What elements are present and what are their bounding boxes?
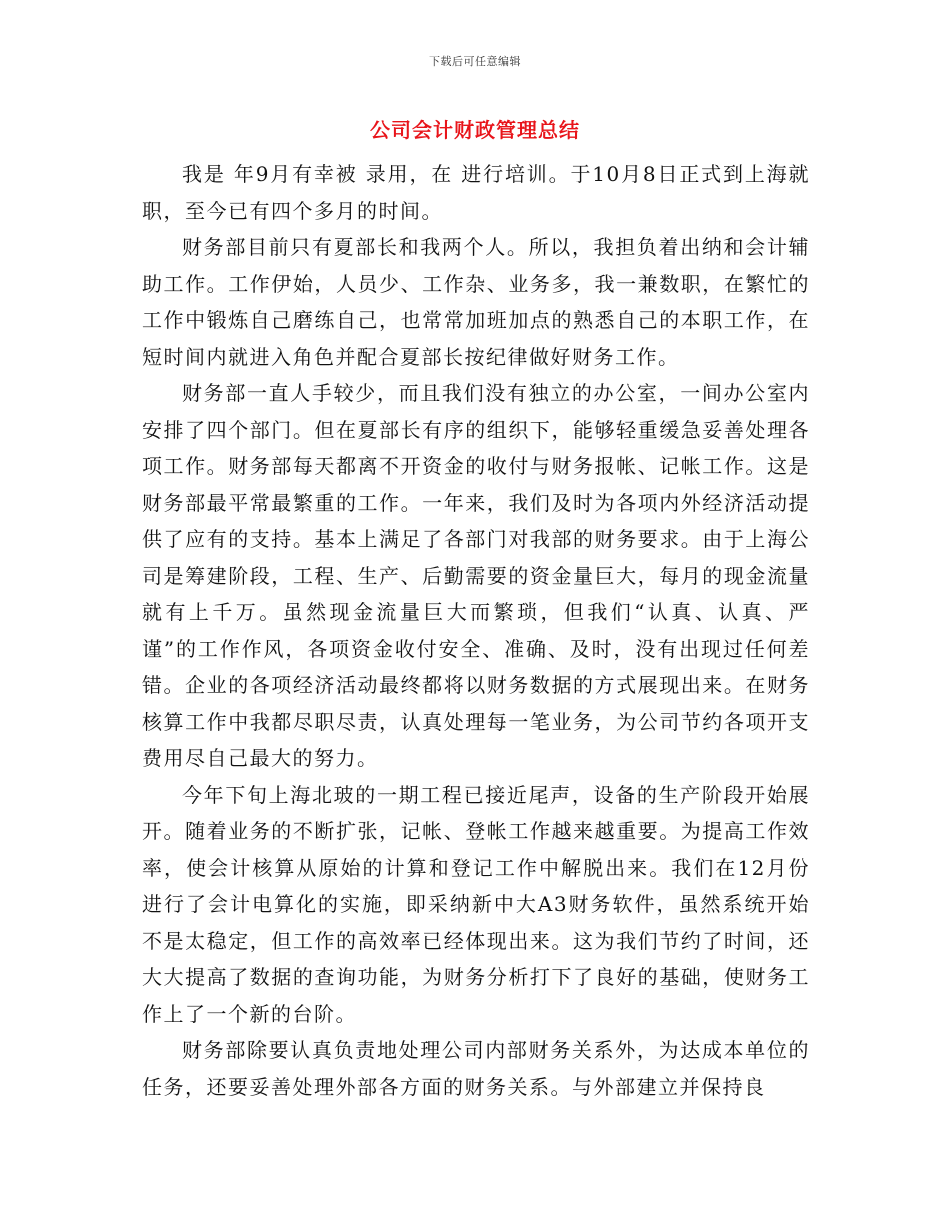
paragraph-2: 财务部目前只有夏部长和我两个人。所以，我担负着出纳和会计辅助工作。工作伊始，人员少、工作杂、业务多，我一兼数职，在繁忙的工作中锻炼自己磨练自己，也常常加班加点的熟悉自己的本职工作，在短时间内就进入角色并配合夏部长按纪律做好财务工作。 <box>142 235 810 369</box>
paragraph-3: 财务部一直人手较少，而且我们没有独立的办公室，一间办公室内安排了四个部门。但在夏部长有序的组织下，能够轻重缓急妥善处理各项工作。财务部每天都离不开资金的收付与财务报帐、记帐工作。这是财务部最平常最繁重的工作。一年来，我们及时为各项内外经济活动提供了应有的支持。基本上满足了各部门对我部的财务要求。由于上海公司是筹建阶段，工程、生产、后勤需要的资金量巨大，每月的现金流量就有上千万。虽然现金流量巨大而繁琐，但我们“认真、认真、严谨”的工作作风，各项资金收付安全、准确、及时，没有出现过任何差错。企业的各项经济活动最终都将以财务数据的方式展现出来。在财务核算工作中我都尽职尽责，认真处理每一笔业务，为公司节约各项开支费用尽自己最大的努力。 <box>142 381 810 770</box>
paragraph-1: 我是 年9月有幸被 录用，在 进行培训。于10月8日正式到上海就职，至今已有四个多月的时间。 <box>142 162 810 223</box>
paragraph-4: 今年下旬上海北玻的一期工程已接近尾声，设备的生产阶段开始展开。随着业务的不断扩张，记帐、登帐工作越来越重要。为提高工作效率，使会计核算从原始的计算和登记工作中解脱出来。我们在12月份进行了会计电算化的实施，即采纳新中大A3财务软件，虽然系统开始不是太稳定，但工作的高效率已经体现出来。这为我们节约了时间，还大大提高了数据的查询功能，为财务分析打下了良好的基础，使财务工作上了一个新的台阶。 <box>142 782 810 1026</box>
paragraph-5: 财务部除要认真负责地处理公司内部财务关系外，为达成本单位的任务，还要妥善处理外部各方面的财务关系。与外部建立并保持良 <box>142 1038 810 1099</box>
document-body <box>142 156 810 1105</box>
header-note: 下载后可任意编辑 <box>429 55 521 68</box>
document-title: 公司会计财政管理总结 <box>370 118 580 142</box>
